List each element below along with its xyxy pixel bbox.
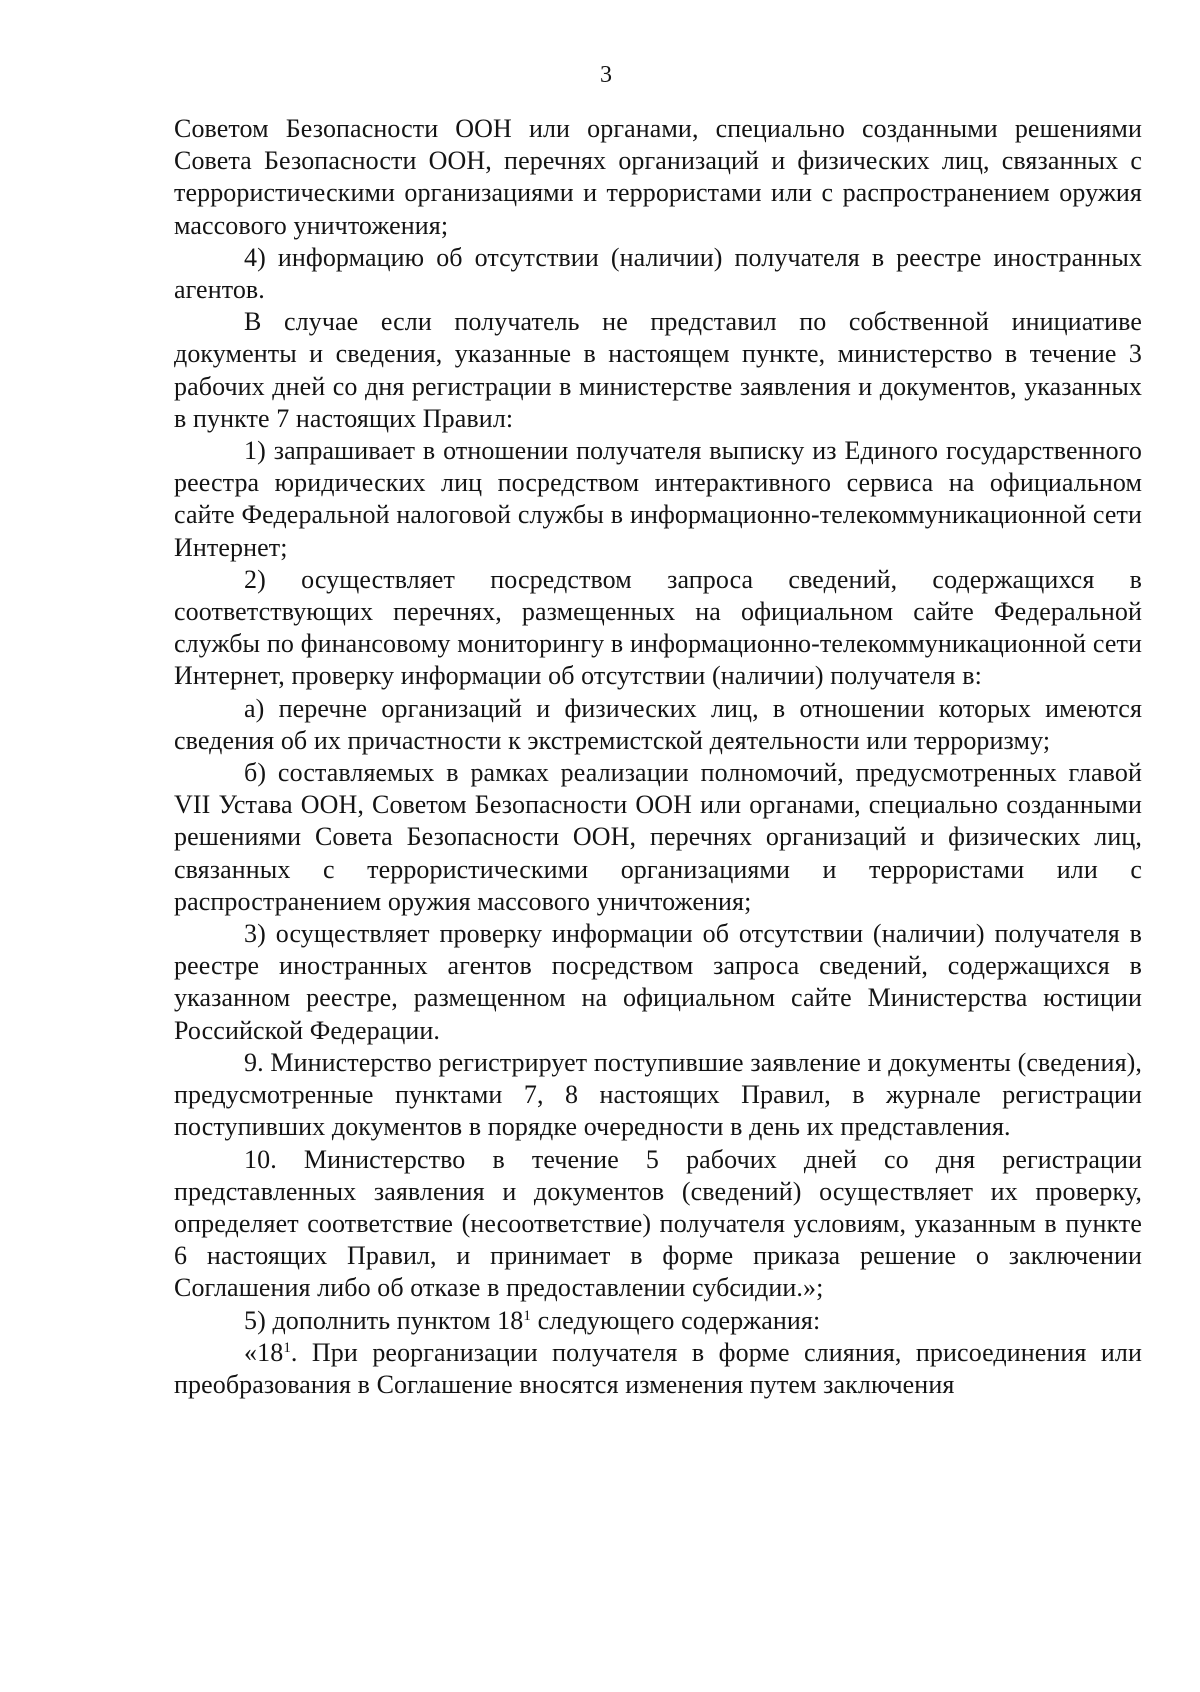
paragraph-subitem-a-extremism: а) перечне организаций и физических лиц, в отношении которых имеются сведения об их причастности к экстремистской деятельности или терроризму; xyxy=(174,693,1142,755)
paragraph-text-after: . При реорганизации получателя в форме слияния, присоединения или преобразования в Соглашение вносятся изменения путем заключения xyxy=(174,1337,1142,1399)
paragraph-text-before: 5) дополнить пунктом 18 xyxy=(244,1305,524,1335)
paragraph-point-10-verification: 10. Министерство в течение 5 рабочих дней со дня регистрации представленных заявления и документов (сведений) осуществляет их проверку, определяет соответствие (несоответствие) получателя условиям, указанным в пункте 6 настоящих Правил, и принимает в форме приказа решение о заключении Соглашения либо об отказе в предоставлении субсидии.»; xyxy=(174,1144,1142,1303)
paragraph-text-after: следующего содержания: xyxy=(530,1305,821,1335)
paragraph-item-4-foreign-agents: 4) информацию об отсутствии (наличии) получателя в реестре иностранных агентов. xyxy=(174,242,1142,305)
paragraph-subitem-b-un-charter: б) составляемых в рамках реализации полномочий, предусмотренных главой VII Устава ООН, Советом Безопасности ООН или органами, специально созданными решениями Совета Безопасности ООН, перечнях организаций и физических лиц, связанных с террористическими организациями и террористами или с распространением оружия массового уничтожения; xyxy=(174,758,1142,916)
paragraph-item-1-egrul-extract: 1) запрашивает в отношении получателя выписку из Единого государственного реестра юридических лиц посредством интерактивного сервиса на официальном сайте Федеральной налоговой службы в информационно-телекоммуникационной сети Интернет; xyxy=(174,436,1142,562)
document-body xyxy=(174,113,1142,1401)
paragraph-point-9-registration: 9. Министерство регистрирует поступившие заявление и документы (сведения), предусмотренные пунктами 7, 8 настоящих Правил, в журнале регистрации поступивших документов в порядке очередности в день их представления. xyxy=(174,1047,1142,1142)
paragraph-item-5-add-point xyxy=(174,1305,1142,1337)
paragraph-ministry-requests: В случае если получатель не представил по собственной инициативе документы и сведения, указанные в настоящем пункте, министерство в течение 3 рабочих дней со дня регистрации в министерстве заявления и документов, указанных в пункте 7 настоящих Правил: xyxy=(174,307,1142,433)
paragraph-point-18-1-reorganization xyxy=(174,1337,1142,1401)
superscript-index: 1 xyxy=(523,1307,531,1324)
page-number: 3 xyxy=(600,62,612,88)
paragraph-item-2-rosfinmonitoring: 2) осуществляет посредством запроса сведений, содержащихся в соответствующих перечнях, размещенных на официальном сайте Федеральной службы по финансовому мониторингу в информационно-телекоммуникационной сети Интернет, проверку информации об отсутствии (наличии) получателя в: xyxy=(174,564,1142,691)
paragraph-text-before: «18 xyxy=(244,1337,284,1367)
superscript-index: 1 xyxy=(283,1339,291,1356)
paragraph-item-3-minjust-registry: 3) осуществляет проверку информации об отсутствии (наличии) получателя в реестре иностранных агентов посредством запроса сведений, содержащихся в указанном реестре, размещенном на официальном сайте Министерства юстиции Российской Федерации. xyxy=(174,919,1142,1045)
paragraph-un-lists-continuation: Советом Безопасности ООН или органами, специально созданными решениями Совета Безопасности ООН, перечнях организаций и физических лиц, связанных с террористическими организациями и террористами или с распространением оружия массового уничтожения; xyxy=(174,114,1142,240)
